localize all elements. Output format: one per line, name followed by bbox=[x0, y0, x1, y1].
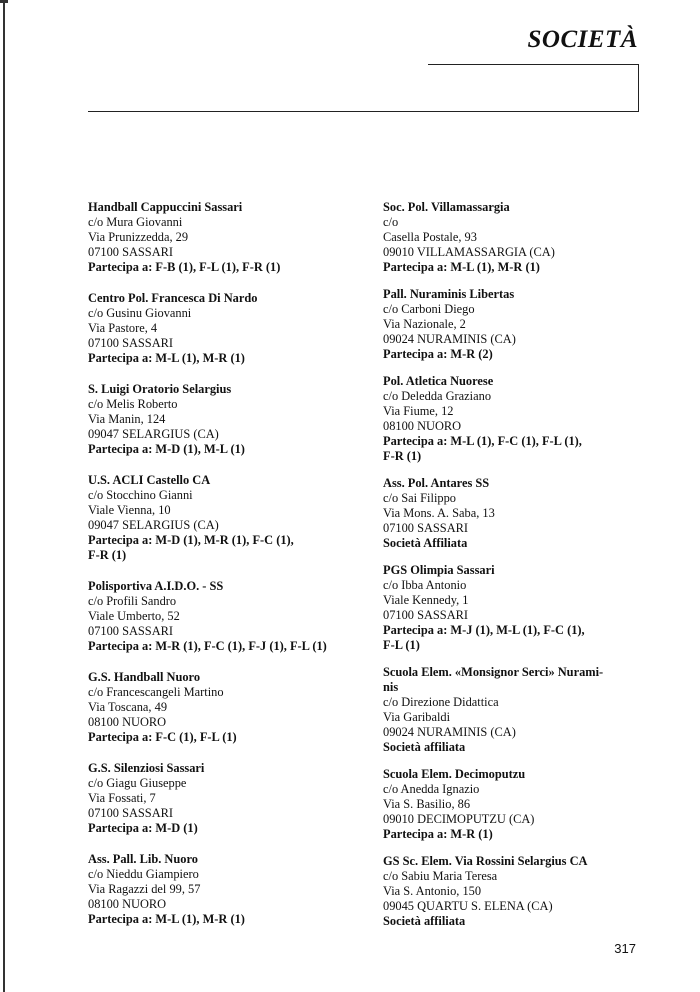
society-address-line: c/o Nieddu Giampiero bbox=[88, 867, 199, 881]
society-address-line: 08100 NUORO bbox=[383, 419, 462, 433]
society-entry bbox=[383, 476, 633, 551]
society-address-line: c/o bbox=[383, 215, 399, 229]
society-name: Scuola Elem. Decimoputzu bbox=[383, 767, 526, 781]
society-address-line: Via Ragazzi del 99, 57 bbox=[88, 882, 201, 896]
page-number: 317 bbox=[614, 941, 636, 956]
society-participation: Partecipa a: M-D (1) bbox=[88, 821, 198, 835]
society-entry bbox=[383, 374, 633, 464]
society-address-line: c/o Direzione Didattica bbox=[383, 695, 499, 709]
society-address-line: c/o Francescangeli Martino bbox=[88, 685, 224, 699]
society-name: Centro Pol. Francesca Di Nardo bbox=[88, 291, 258, 305]
society-address-line: Via S. Basilio, 86 bbox=[383, 797, 471, 811]
society-participation: Partecipa a: M-L (1), M-R (1) bbox=[88, 351, 245, 365]
society-name: G.S. Silenziosi Sassari bbox=[88, 761, 205, 775]
society-entry bbox=[383, 200, 633, 275]
header-rule-top bbox=[428, 64, 639, 65]
society-address-line: Viale Kennedy, 1 bbox=[383, 593, 469, 607]
society-entry bbox=[88, 291, 378, 366]
left-column bbox=[88, 200, 378, 943]
society-participation: Partecipa a: M-D (1), M-R (1), F-C (1), bbox=[88, 533, 294, 547]
society-address-line: c/o Anedda Ignazio bbox=[383, 782, 480, 796]
binding-edge-tick bbox=[0, 0, 8, 3]
society-address-line: 09010 VILLAMASSARGIA (CA) bbox=[383, 245, 555, 259]
society-address-line: c/o Sabiu Maria Teresa bbox=[383, 869, 498, 883]
society-address-line: c/o Ibba Antonio bbox=[383, 578, 467, 592]
society-address-line: 08100 NUORO bbox=[88, 897, 167, 911]
society-address-line: c/o Melis Roberto bbox=[88, 397, 178, 411]
society-name: Handball Cappuccini Sassari bbox=[88, 200, 243, 214]
society-address-line: c/o Sai Filippo bbox=[383, 491, 456, 505]
society-address-line: Via Toscana, 49 bbox=[88, 700, 168, 714]
society-entry bbox=[88, 852, 378, 927]
society-name: Pol. Atletica Nuorese bbox=[383, 374, 494, 388]
page-title: SOCIETÀ bbox=[527, 26, 638, 53]
society-participation-continued: F-R (1) bbox=[383, 449, 422, 463]
society-address-line: 07100 SASSARI bbox=[88, 245, 174, 259]
society-address-line: c/o Mura Giovanni bbox=[88, 215, 183, 229]
society-participation: Partecipa a: M-L (1), M-R (1) bbox=[88, 912, 245, 926]
society-address-line: Via Nazionale, 2 bbox=[383, 317, 466, 331]
society-address-line: Via Prunizzedda, 29 bbox=[88, 230, 189, 244]
society-participation: Partecipa a: M-L (1), M-R (1) bbox=[383, 260, 540, 274]
society-participation: Partecipa a: M-J (1), M-L (1), F-C (1), bbox=[383, 623, 585, 637]
society-name: Ass. Pall. Lib. Nuoro bbox=[88, 852, 198, 866]
society-address-line: 07100 SASSARI bbox=[383, 608, 469, 622]
society-address-line: 09024 NURAMINIS (CA) bbox=[383, 725, 516, 739]
society-participation: Partecipa a: F-B (1), F-L (1), F-R (1) bbox=[88, 260, 281, 274]
society-address-line: c/o Profili Sandro bbox=[88, 594, 177, 608]
society-participation: Partecipa a: F-C (1), F-L (1) bbox=[88, 730, 237, 744]
society-name: Scuola Elem. «Monsignor Serci» Nurami- bbox=[383, 665, 604, 679]
society-entry bbox=[88, 473, 378, 563]
society-address-line: 07100 SASSARI bbox=[88, 806, 174, 820]
society-name: PGS Olimpia Sassari bbox=[383, 563, 495, 577]
society-address-line: 09010 DECIMOPUTZU (CA) bbox=[383, 812, 535, 826]
society-name: Ass. Pol. Antares SS bbox=[383, 476, 490, 490]
society-entry bbox=[383, 287, 633, 362]
society-address-line: Viale Vienna, 10 bbox=[88, 503, 171, 517]
society-entry bbox=[383, 767, 633, 842]
society-address-line: 09024 NURAMINIS (CA) bbox=[383, 332, 516, 346]
society-participation: Società affiliata bbox=[383, 914, 466, 928]
society-participation: Partecipa a: M-R (2) bbox=[383, 347, 493, 361]
society-entry bbox=[88, 579, 378, 654]
society-name: G.S. Handball Nuoro bbox=[88, 670, 201, 684]
society-entry bbox=[383, 563, 633, 653]
society-name: Pall. Nuraminis Libertas bbox=[383, 287, 515, 301]
society-name-continued: nis bbox=[383, 680, 399, 694]
society-address-line: Casella Postale, 93 bbox=[383, 230, 477, 244]
society-address-line: Via Fossati, 7 bbox=[88, 791, 156, 805]
society-address-line: 08100 NUORO bbox=[88, 715, 167, 729]
society-entry bbox=[383, 854, 633, 929]
society-address-line: c/o Carboni Diego bbox=[383, 302, 475, 316]
society-address-line: c/o Giagu Giuseppe bbox=[88, 776, 187, 790]
society-participation: Partecipa a: M-L (1), F-C (1), F-L (1), bbox=[383, 434, 582, 448]
society-entry bbox=[88, 200, 378, 275]
society-name: GS Sc. Elem. Via Rossini Selargius CA bbox=[383, 854, 588, 868]
society-name: U.S. ACLI Castello CA bbox=[88, 473, 211, 487]
binding-edge-line bbox=[3, 0, 5, 992]
society-participation-continued: F-L (1) bbox=[383, 638, 420, 652]
header-rule-bottom bbox=[88, 111, 639, 112]
society-address-line: Via S. Antonio, 150 bbox=[383, 884, 482, 898]
society-address-line: Via Garibaldi bbox=[383, 710, 451, 724]
society-participation: Società Affiliata bbox=[383, 536, 468, 550]
society-address-line: c/o Gusinu Giovanni bbox=[88, 306, 192, 320]
society-entry bbox=[88, 670, 378, 745]
society-entry bbox=[88, 382, 378, 457]
society-address-line: c/o Deledda Graziano bbox=[383, 389, 492, 403]
society-address-line: c/o Stocchino Gianni bbox=[88, 488, 193, 502]
society-name: S. Luigi Oratorio Selargius bbox=[88, 382, 232, 396]
society-address-line: Via Pastore, 4 bbox=[88, 321, 158, 335]
society-address-line: Via Fiume, 12 bbox=[383, 404, 454, 418]
society-participation: Società affiliata bbox=[383, 740, 466, 754]
header-rule-right bbox=[638, 64, 639, 112]
society-participation: Partecipa a: M-D (1), M-L (1) bbox=[88, 442, 245, 456]
society-participation: Partecipa a: M-R (1) bbox=[383, 827, 493, 841]
society-address-line: 09045 QUARTU S. ELENA (CA) bbox=[383, 899, 553, 913]
right-column bbox=[383, 200, 633, 941]
society-address-line: Viale Umberto, 52 bbox=[88, 609, 180, 623]
society-address-line: 07100 SASSARI bbox=[88, 336, 174, 350]
society-address-line: 09047 SELARGIUS (CA) bbox=[88, 518, 219, 532]
society-address-line: 09047 SELARGIUS (CA) bbox=[88, 427, 219, 441]
society-name: Soc. Pol. Villamassargia bbox=[383, 200, 510, 214]
society-participation-continued: F-R (1) bbox=[88, 548, 127, 562]
society-address-line: 07100 SASSARI bbox=[383, 521, 469, 535]
society-entry bbox=[383, 665, 633, 755]
society-address-line: Via Mons. A. Saba, 13 bbox=[383, 506, 495, 520]
society-address-line: Via Manin, 124 bbox=[88, 412, 166, 426]
society-name: Polisportiva A.I.D.O. - SS bbox=[88, 579, 224, 593]
society-address-line: 07100 SASSARI bbox=[88, 624, 174, 638]
society-participation: Partecipa a: M-R (1), F-C (1), F-J (1), F-L (1) bbox=[88, 639, 327, 653]
society-entry bbox=[88, 761, 378, 836]
